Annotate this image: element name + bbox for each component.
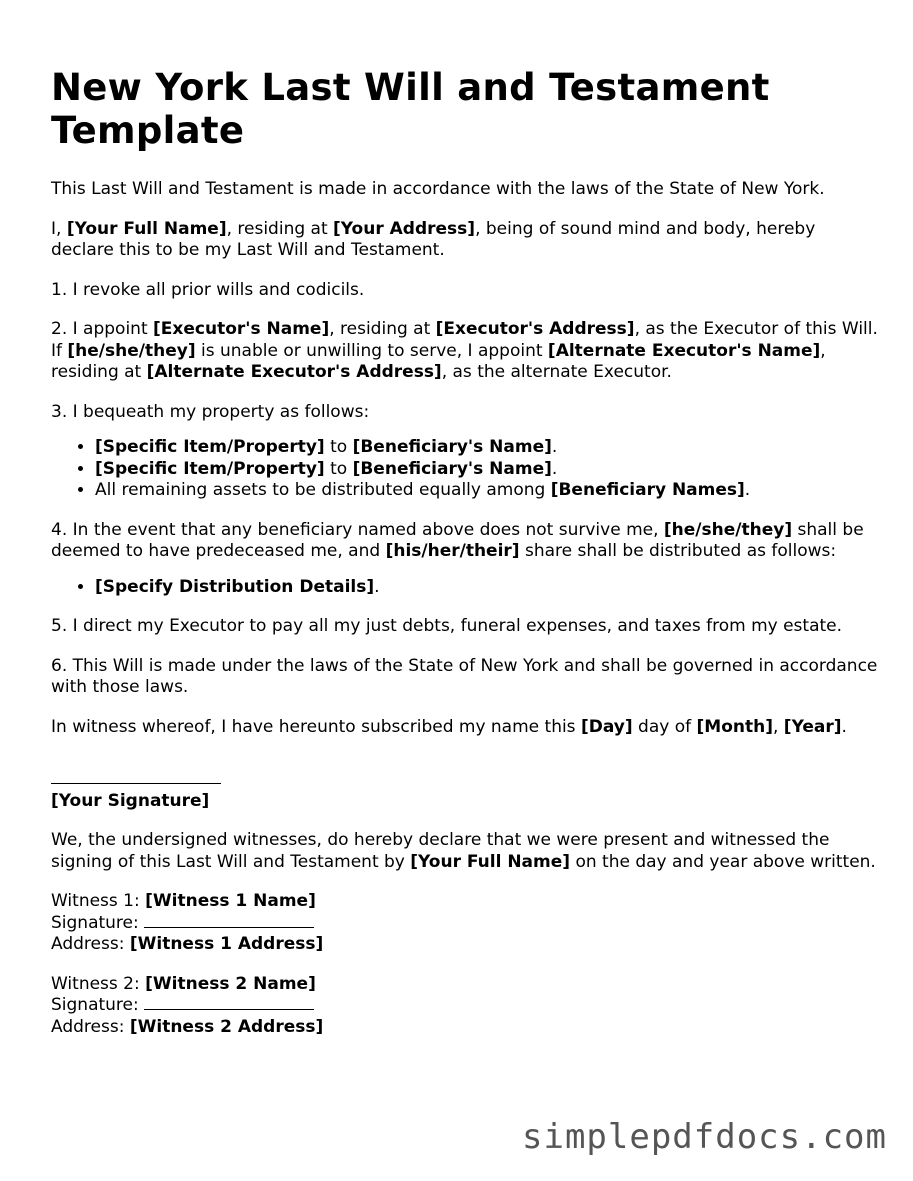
text-span: shall be deemed to have predeceased me, and: [51, 519, 864, 561]
clause-6: 6. This Will is made under the laws of the State of New York and shall be governed in accordance with those laws.: [51, 655, 878, 697]
text-span: All remaining assets to be distributed equally among: [95, 480, 551, 500]
placeholder-year: [Year]: [783, 716, 842, 737]
signature-line[interactable]: [51, 769, 221, 784]
text-span: 4. In the event that any beneficiary named above does not survive me,: [51, 519, 664, 540]
placeholder-beneficiary: [Beneficiary's Name]: [352, 458, 552, 479]
placeholder-item: [Specific Item/Property]: [95, 458, 325, 479]
text-span: , as the Executor of this Will. If: [51, 319, 878, 361]
placeholder-witness-name: [Witness 1 Name]: [145, 891, 316, 911]
text-span: .: [374, 576, 380, 597]
text-span: ,: [772, 716, 784, 737]
witness-address-label: Address:: [51, 934, 130, 954]
placeholder-witness-name: [Witness 2 Name]: [145, 973, 316, 994]
placeholder-alt-executor-name: [Alternate Executor's Name]: [547, 340, 821, 361]
witness-1-block: [51, 891, 881, 956]
signature-block: [51, 769, 881, 812]
clause-2: [51, 319, 881, 384]
clause-1: 1. I revoke all prior wills and codicils.: [51, 279, 365, 300]
text-span: .: [841, 716, 847, 737]
text-span: to: [324, 458, 353, 479]
text-span: on the day and year above written.: [570, 851, 876, 872]
placeholder-executor-address: [Executor's Address]: [435, 319, 635, 339]
placeholder-month: [Month]: [696, 716, 773, 737]
witness-signature-line[interactable]: [144, 995, 314, 1010]
text-span: In witness whereof, I have hereunto subscribed my name this: [51, 716, 581, 737]
placeholder-beneficiary: [Beneficiary's Name]: [352, 437, 552, 457]
signature-label-row: [51, 791, 881, 813]
list-item: [95, 577, 881, 599]
text-span: , residing at: [226, 218, 334, 239]
witness-signature-line[interactable]: [144, 913, 314, 928]
placeholder-pronoun: [he/she/they]: [663, 519, 793, 540]
placeholder-full-name: [Your Full Name]: [410, 851, 571, 872]
witness-clause: [51, 717, 881, 739]
intro-paragraph: This Last Will and Testament is made in accordance with the laws of the State of New York.: [51, 179, 825, 199]
list-item: [95, 437, 881, 459]
text-span: I,: [51, 218, 67, 239]
clause-5: 5. I direct my Executor to pay all my just debts, funeral expenses, and taxes from my estate.: [51, 616, 843, 636]
placeholder-beneficiary-names: [Beneficiary Names]: [550, 480, 745, 500]
clause-4: [51, 520, 881, 563]
document-title: New York Last Will and Testament Template: [51, 66, 770, 152]
list-item: [95, 480, 881, 502]
placeholder-item: [Specific Item/Property]: [95, 437, 325, 457]
placeholder-full-name: [Your Full Name]: [66, 218, 227, 239]
text-span: We, the undersigned witnesses, do hereby declare that we were present and witnessed the signing of this Last Will and Testament by: [51, 830, 830, 872]
declaration-paragraph: [51, 219, 881, 262]
signature-label: [Your Signature]: [51, 790, 210, 811]
list-item: [95, 459, 881, 481]
text-span: , residing at: [329, 319, 436, 339]
witness-label: Witness 2:: [51, 973, 146, 994]
placeholder-witness-address: [Witness 1 Address]: [129, 934, 324, 954]
witness-signature-label: Signature:: [51, 912, 145, 933]
placeholder-alt-executor-address: [Alternate Executor's Address]: [146, 362, 442, 382]
watermark: simplepdfdocs.com: [522, 1117, 887, 1157]
text-span: is unable or unwilling to serve, I appoint: [195, 340, 548, 361]
witness-address-label: Address:: [51, 1016, 130, 1037]
text-span: , being of sound mind and body, hereby declare this to be my Last Will and Testament.: [51, 218, 816, 260]
placeholder-possessive: [his/her/their]: [385, 541, 520, 561]
text-span: , as the alternate Executor.: [441, 362, 672, 382]
text-span: day of: [632, 716, 697, 737]
witness-2-block: [51, 974, 881, 1039]
distribution-list: [51, 577, 881, 599]
placeholder-day: [Day]: [580, 716, 633, 737]
clause-3-heading: 3. I bequeath my property as follows:: [51, 401, 370, 422]
placeholder-address: [Your Address]: [333, 218, 476, 239]
text-span: , residing at: [51, 340, 826, 382]
text-span: .: [551, 458, 558, 479]
witness-label: Witness 1:: [51, 891, 146, 911]
placeholder-pronoun: [he/she/they]: [67, 340, 196, 361]
document-page: [51, 66, 881, 1056]
text-span: .: [551, 437, 558, 457]
placeholder-executor-name: [Executor's Name]: [153, 319, 330, 339]
bequest-list: [51, 437, 881, 502]
witness-signature-label: Signature:: [51, 995, 145, 1015]
placeholder-distribution-details: [Specify Distribution Details]: [95, 576, 375, 597]
text-span: .: [744, 480, 751, 500]
text-span: to: [324, 437, 353, 457]
text-span: share shall be distributed as follows:: [519, 541, 837, 561]
text-span: 2. I appoint: [51, 319, 154, 339]
signature-line-row: [51, 769, 881, 791]
placeholder-witness-address: [Witness 2 Address]: [129, 1016, 324, 1037]
witness-declaration: [51, 830, 881, 873]
